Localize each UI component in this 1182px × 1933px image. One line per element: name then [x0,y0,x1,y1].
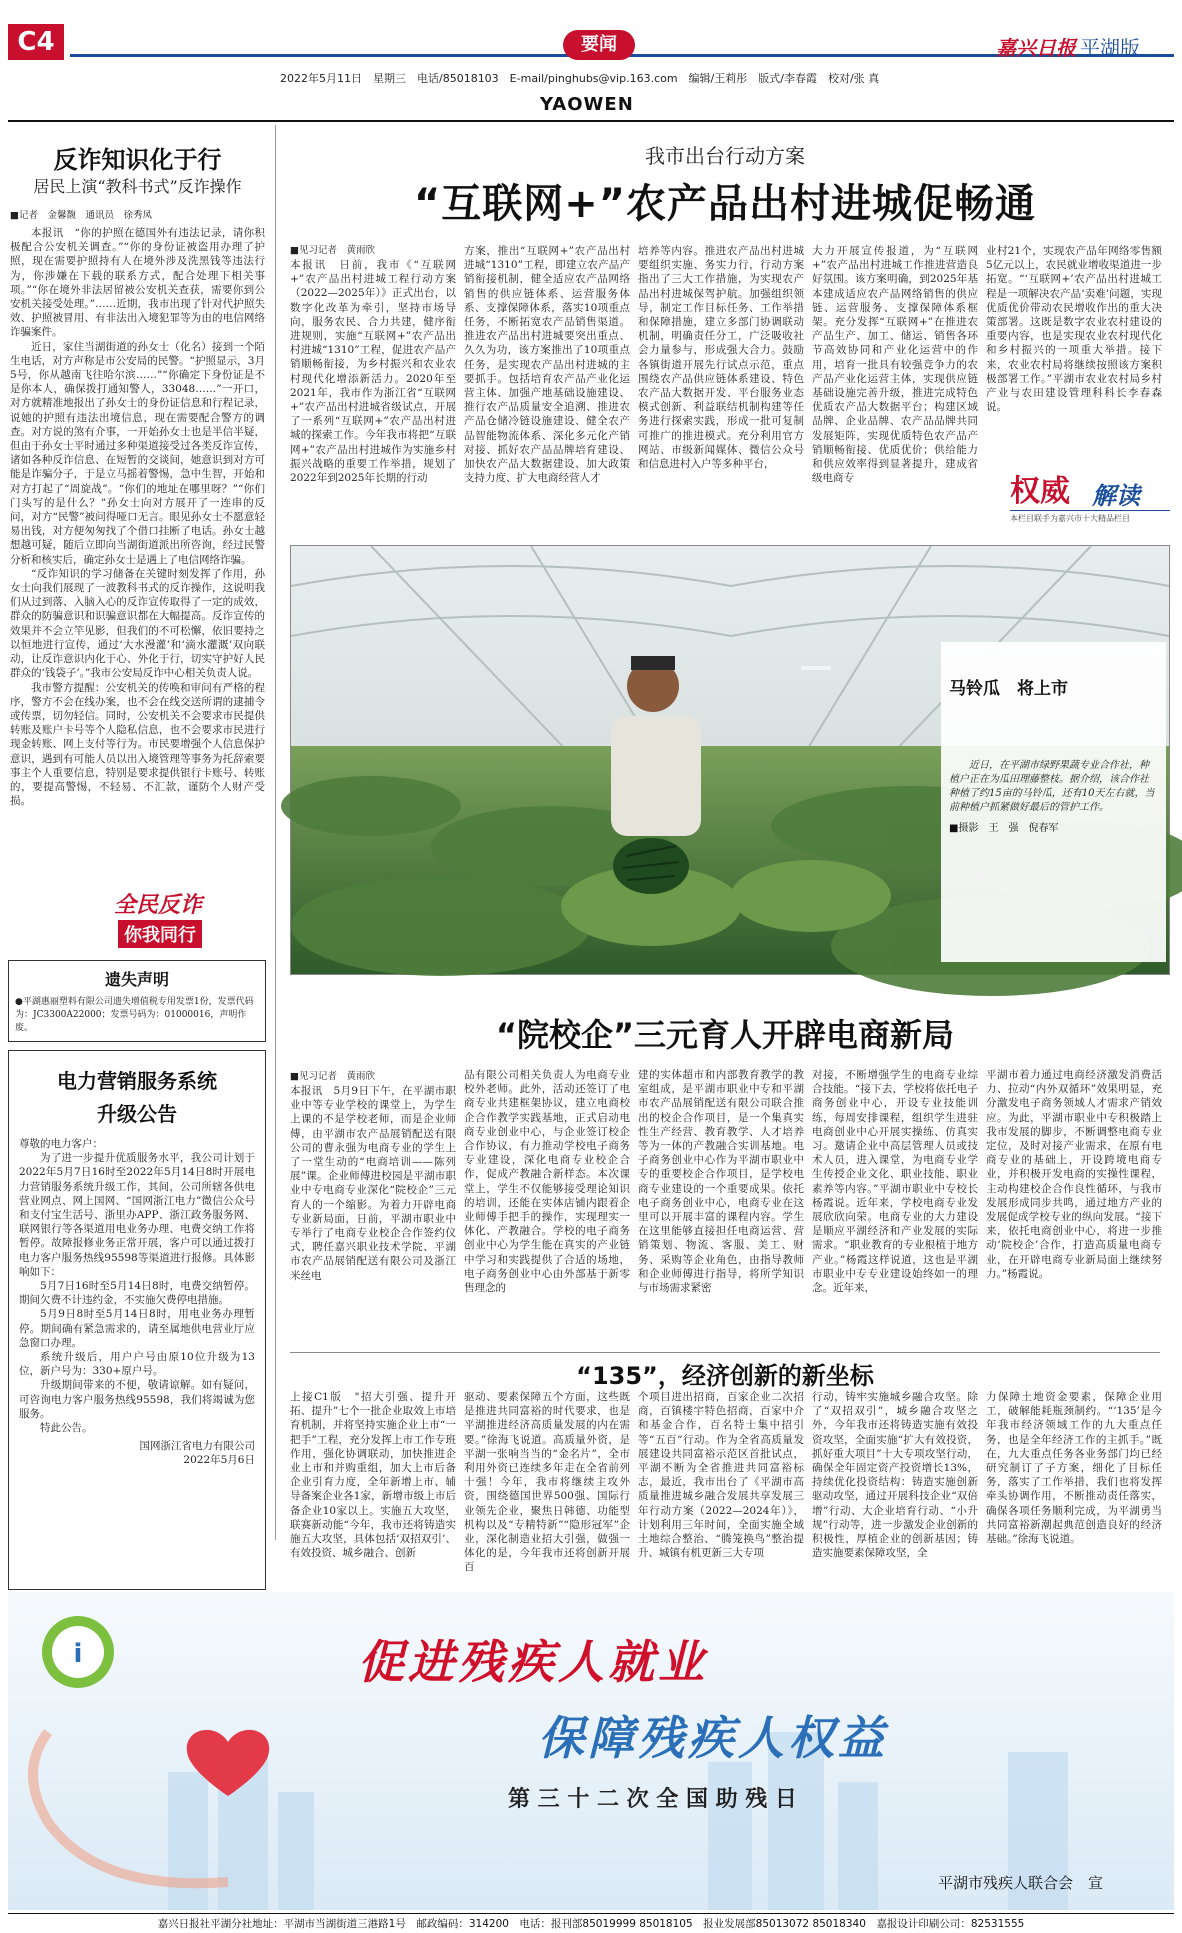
masthead [0,0,1182,115]
left-article-body [10,226,265,948]
main-article-kicker: 我市出台行动方案 [645,144,805,168]
campus-article-col-5: 平湖市着力通过电商经济激发消费活力、拉动“内外双循环”效果明显，充分激发电子商务领域人才需求产销效应。为此，平湖市职业中专积极踏上我市发展的脚步，不断调整电商专业定位，及时对接产业需求，在原有电商专业的基础上，开设跨境电商专业，并积极开发电商的实操性课程，主动构建校企合作良性循环，与我市发展形成同步共鸣，通过地方产业的发展促成学校专业的纵向发展。“接下来，依托电商创业中心，将进一步推动‘院校企’合作，打造高质量电商专业，在开辟电商专业新局面上继续努力。”杨霞说。 [986,1069,1162,1280]
paper-name: 嘉兴日报 [996,36,1076,60]
economy-article-col-3: 个项目进出招商，百家企业二次招商，百镇楼宇特色招商，百家中介和基金合作，百名特士集中招引等“五百”行动。作为全省高质量发展建设共同富裕示范区首批试点，平湖不断为全省推进共同富裕标志，最近，我市出台了《平湖市高质量推进城乡融合发展共享发展三年行动方案（2022—2024年）》，计划利用三年时间，全面实施全域土地综合整治、“腾笼换鸟”整治提升、城镇有机更新三大专项 [638,1391,804,1560]
economy-article-col-4: 行动，铸牢实施城乡融合攻坚。除了“双招双引”，城乡融合攻坚之外，今年我市还将铸造实施有效投资攻坚，全面实施“扩大有效投资，抓好重大项目”十大专项攻坚行动，确保全年固定资产投资增长13%，持续优化投资结构：铸造实施创新驱动攻坚，通过开展科技企业“双倍增”行动、大企业培育行动、“小升规”行动等，进一步激发企业创新的积极性，厚植企业的创新基因；铸造实施要素保障攻坚，全 [812,1391,978,1560]
paragraph: 5月7日16时至5月14日8时，电费交纳暂停。期间欠费不计违约金，不实施欠费停电措施。 [19,1280,255,1307]
power-notice-greeting: 尊敬的电力客户： [19,1138,103,1150]
ad-org: 平湖市残疾人联合会 宣 [938,1874,1104,1892]
anti-fraud-badge-line1: 全民反诈 [114,893,203,918]
left-article-subtitle: 居民上演“教科书式”反诈操作 [33,177,242,196]
anti-fraud-badge-line2: 你我同行 [118,920,202,948]
photo-headline: 马铃瓜 将上市 [949,679,1068,699]
ad-line-3: 第 三 十 二 次 全 国 助 残 日 [508,1786,797,1812]
disability-ad [8,1592,1174,1910]
interpret-badge-left: 权威 [1010,474,1070,509]
footer-rule [8,1913,1174,1914]
masthead-bottom-rule [8,120,1174,122]
paragraph: 5月9日8时至5月14日8时，用电业务办理暂停。期间确有紧急需求的，请至属地供电营业厅应急窗口办理。 [19,1308,255,1349]
svg-text:i: i [73,1639,83,1669]
page-number-badge: C4 [8,24,64,60]
main-article-col-1: 本报讯 日前，我市《“互联网+”农产品出村进城工程行动方案（2022—2025年）》正式出台，以数字化改革为牵引，坚持市场导向，服务农民、合力共建，健序衔进规则，实施“互联网+”农产品出村进城“1310”工程，促进农产品产销顺畅衔接，为乡村振兴和农业农村现代化增添新活力。2020年至2021年，我市作为浙江省“互联网+”农产品出村进城省级试点，开展了一系列“互联网+”农产品出村进城的探索工作。今年我市将把“互联网+”农产品出村进城作为实施乡村振兴战略的重要工作举措，规划了2022年到2025年长期的行动 [290,259,456,485]
economy-article-col-5: 力保障土地资金要素，保障企业用工，破解能耗瓶颈制约。“‘135’是今年我市经济领域工作的九大重点任务，也是全年经济工作的主抓手。”既在，九大重点任务各业务部门均已经研究制订了子方案，细化了目标任务，落实了工作举措，我们也将发挥牵头协调作用，不断推动责任落实，确保各项任务顺利完成，为平湖勇当共同富裕新潮起典范创造良好的经济基础。”徐海飞说道。 [986,1391,1162,1546]
ad-line-1: 促进残疾人就业 [358,1635,708,1689]
left-article-title: 反诈知识化于行 [53,146,222,174]
section-english: YAOWEN [540,94,634,115]
campus-article-byline: ■见习记者 黄雨欣 [290,1071,375,1082]
campus-article-col-3: 建的实体超市和内部教育教学的教室组成，是平湖市职业中专和平湖市农产品展销配送有限公司联合推出的校企合作项目，是一个集真实性生产经营、教育教学、人才培养等为一体的产教融合实训基地。电子商务创业中心作为平湖市职业中专的重要校企合作项目，是学校电商专业建设的一个重要成果。依托电子商务创业中心，电商专业在这里可以开展丰富的课程内容。学生在这里能够直接担任电商运营、营销策划、物流、客服、美工、财务、采购等企业角色，由指导教师和企业师傅进行指导，将所学知识与市场需求紧密 [638,1069,804,1295]
power-notice-body [19,1137,255,1557]
power-notice-date: 2022年5月6日 [183,1454,255,1467]
main-article-col-5: 业村21个，实现农产品年网络零售额5亿元以上，农民就业增收渠道进一步拓宽。“‘互联网+’农产品出村进城工程是一项解决农产品‘卖难’问题，实现优质优价带动农民增收作出的重大决策部署。这既是数字农业农村建设的重要内容，也是实现农业农村现代化和乡村振兴的一项重大举措。接下来，农业农村局将继续按照该方案积极部署工作。”平湖市农业农村局乡村产业与农田建设管理科科长李春森说。 [986,245,1162,414]
campus-article-title: “院校企”三元育人开辟电商新局 [495,1016,955,1054]
power-notice-signature: 国网浙江省电力有限公司 [139,1440,255,1453]
lost-notice-box [8,960,266,1042]
economy-article-col-2: 驱动、要素保障五个方面，这些既是推进共同富裕的时代要求，也是平湖推进经济高质量发展的内在需要。”徐海飞说道。高质量外资，是平湖一张响当当的“金名片”，全市利用外资已连续多年走在全省前列十强！今年，我市将继续主攻外资，围绕德国世界500强、国际行业领先企业，聚焦日韩德、功能型机构以及“专精特新”“隐形冠军”企业，深化制造业招大引强，做强一体化的是，今年我市还将创新开展百 [464,1391,630,1574]
footer-text: 嘉兴日报社平湖分社地址：平湖市当湖街道三港路1号 邮政编码：314200 电话：报刊部85019999 85018105 报业发展部85013072 85018340 嘉报设计印刷公司：82531555 [157,1918,1025,1930]
photo-caption: 近日，在平湖市绿野果蔬专业合作社，种植户正在为瓜田理藤整枝。据介绍，该合作社种植了约15亩的马铃瓜，还有10天左右就，当前种植户抓紧做好最后的管护工作。 [949,760,1155,813]
economy-article-col-1: 上接C1版 "招大引强、提升开拓、提升”七个一批企业取效上市培育机制，并将坚持实施企业上市“一把手”工程，充分发挥上市工作专班作用，强化协调联动，加快推进企业上市和并购重组，加大上市后备企业引育力度，全年新增上市、辅导备案企业各1家，新增市级上市后备企业10家以上。实施五大攻坚，联赛新动能“今年，我市还将铸造实施五大攻坚，具体包括‘双招双引’、有效投资、城乡融合、创新 [290,1391,456,1560]
lost-notice-text: ●平湖惠丽塑料有限公司遗失增值税专用发票1份，发票代码为：JC3300A22000；发票号码为：01000016，声明作废。 [15,997,254,1033]
photo-frame [290,545,1170,975]
interpret-badge-right: 解读 [1092,481,1140,510]
left-article-byline: ■记者 金馨馥 通讯员 徐秀凤 [10,210,152,221]
campus-article-col-1: 本报讯 5月9日下午，在平湖市职业中等专业学校的课堂上，为学生上课的不是学校老师，而是企业师傅，由平湖市农产品展销配送有限公司的曹永强为电商专业的学生上了一堂生动的“电商培训——陈列展”课。企业师傅进校园是平湖市职业中专电商专业深化“院校企”三元育人的一个缩影。为着力开辟电商专业新局面，日前，平湖市职业中专举行了电商专业校企合作签约仪式，聘任嘉兴职业技术学院、平湖市农产品展销配送有限公司及浙江米丝电 [290,1085,456,1282]
main-article-col-4: 大力开展宣传报道，为“互联网+”农产品出村进城工作推进营造良好氛围。该方案明确，到2025年基本建成适应农产品网络销售的供应链、运营服务、支撑保障体系框架。充分发挥“互联网+”在推进农产品生产、加工、储运、销售各环节高效协同和产业化运营中的作用，培育一批具有较强竞争力的农产品产业化运营主体，实现供应链基础设施完善升级，推进完成特色优质农产品大数据平台；构建区域品牌、企业品牌、农产品品牌共同发展矩阵，实现优质特色农产品产销顺畅衔接、优质优价；供给能力和供应效率得到显著提升，建成省级电商专 [812,245,978,485]
campus-article-col-4: 对接，不断增强学生的电商专业综合技能。“接下去，学校将依托电子商务创业中心，开设专业技能训练，每周安排课程，组织学生进驻电商创业中心开展实操练、仿真实习。邀请企业中高层管理人员或技术人员，进入课堂，为电商专业学生传授企业文化、职业技能、职业素养等内容。”平湖市职业中专校长杨霞说。近年来，学校电商专业发展欣欣向荣。电商专业的大力建设是顺应平湖经济和产业发展的实际需求。“职业教育的专业根植于地方产业。”杨霞这样说道，这也是平湖市职业中专专业建设始终如一的理念。近年来， [812,1069,978,1295]
paragraph: 特此公告。 [40,1422,93,1435]
main-article-title: “互联网+”农产品出村进城促畅通 [413,181,1037,227]
campus-article-col-2: 品有限公司相关负责人为电商专业校外老师。此外，活动还签订了电商专业共建框架协议，建立电商校企合作教学实践基地，正式启动电商专业创业中心，与企业签订校企合作协议，有力推动学校电子商务专业建设，深化电商专业校企合作，促成产教融合新样态。本次课堂上，学生不仅能够接受理论知识的培训，还能在实体店铺内跟着企业师傅手把手的操作，实现理实一体化、产教融合。学校的电子商务创业中心为学生能在真实的产业链中学习和实践提供了合适的场地，电子商务创业中心由外部基于新零售理念的 [464,1069,630,1295]
paragraph: 为了进一步提升优质服务水平，我公司计划于2022年5月7日16时至2022年5月14日8时开展电力营销服务系统升级工作，其间，公司所辖各供电营业网点、网上国网、“国网浙江电力”微信公众号和支付宝生活号、浙里办APP、浙江政务服务网、联网银行等各渠道用电业务办理、电费交纳工作将暂停。故障报修业务正常开展，客户可以通过拨打电力客户服务热线95598等渠道进行报修。具体影响如下： [19,1152,255,1278]
anti-fraud-badge [108,888,263,950]
economy-divider [290,1352,1160,1353]
power-notice-title-1: 电力营销服务系统 [57,1069,217,1093]
interpret-badge [1010,466,1170,526]
paragraph: 我市警方提醒：公安机关的传唤和审问有严格的程序，警方不会在线办案，也不会在线交送所谓的逮捕令或传票，切勿轻信。同时，公安机关不会要求市民提供转账及账户卡号等个人隐私信息，也不会要求市民进行现金转账、网上支付等行为。市民要增强个人信息保护意识，遇到有可能人员以出入境管理等事务为托辞索要事主个人重要信息，特别是要求提供银行卡账号、转账的，要提高警惕，不轻易、不汇款，谨防个人财产受损。 [10,681,265,808]
paragraph: 近日，家住当湖街道的孙女士（化名）接到一个陌生电话，对方声称是市公安局的民警。“护照显示，3月5号，你从越南飞往哈尔滨……”“你确定下身份证是不是你本人，确保拨打通知警人，33048……”一开口，对方就精准地报出了孙女士的身份证信息和行程记录，说她的护照有违法出境信息，现在需要配合警方的调查。对方说的煞有介事，一开始孙女士也是半信半疑，但由于孙女士平时通过多种渠道接受过各类反诈宣传，诸如各种反诈信息、在短暂的交谈间，她意识到对方可能是诈骗分子，于是立马摇着警惕，急中生智，开始和对方打起了“周旋战”。“你们的地址在哪里呀？”“你们门头写的是什么？”孙女士向对方展开了一连串的反问，对方“民警”被问得哑口无言。眼见孙女士不愿意轻易出钱，对方便匆匆找了个借口挂断了电话。孙女士越想越可疑，随后立即向当湖街道派出所咨询，经过民警分析和核实后，确定孙女士是遇上了电信网络诈骗。 [10,340,265,566]
power-notice-box [8,1050,266,1590]
paragraph: 本报讯 “你的护照在德国外有违法记录，请你积极配合公安机关调查。”“你的身份证被盗用办理了护照，现在需要护照持有人在境外涉及洗黑钱等违法行为，你涉嫌在下载的联系方式，配合处理下相关事项。”“你在境外非法居留被公安机关查获，需要你到公安机关接受处理。”……近期，我市出现了针对代护照失效、护照被冒用、有非法出入境犯罪等为由的电信网络诈骗案件。 [10,227,265,339]
paragraph: “反诈知识的学习储备在关键时刻发挥了作用，孙女士向我们展现了一波教科书式的反诈操作，这说明我们从过到落、入脑入心的反诈宣传取得了一定的成效，群众的防骗意识和识骗意识都在大幅提高。反诈宣传的效果并不会立竿见影，但我们的不可松懈，依旧要持之以恒地进行宣传，通过‘大水漫灌’和‘滴水灌溉’双向联动，让反诈意识内化于心、外化于行，切实守护好人民群众的‘钱袋子’。”我市公安局反诈中心相关负责人说。 [10,567,265,680]
lost-notice-title: 遗失声明 [104,970,169,989]
main-article-col-2: 方案，推出“互联网+”农产品出村进城“1310”工程，即建立农产品产销衔接机制，健全适应农产品网络销售的供应链体系、运营服务体系、支撑保障体系，落实10项重点任务，不断拓宽农产品销售渠道。推进农产品出村进城要突出重点、久久为功，该方案推出了10项重点任务，是实现农产品出村进城的主要抓手。包括培育农产品产业化运营主体、加强产地基础设施建设、推行农产品质量安全追溯、推进农产品仓储冷链设施建设、健全农产品智能物流体系、深化多元化产销对接、抓好农产品品牌培育建设、加快农产品大数据建设、加大政策支持力度、扩大电商经营人才 [464,245,630,485]
photo-caption-box [941,642,1166,962]
interpret-badge-sub: 本栏目联手为嘉兴市十大精品栏目 [1010,510,1170,524]
main-article-col-3: 培养等内容。推进农产品出村进城要组织实施、务实力行，行动方案指出了三大工作措施，为实现农产品出村进城保驾护航。加强组织领导，制定工作目标任务、工作举措和保障措施，建立多部门协调联动机制，明确责任分工，广泛吸收社会力量参与，形成强大合力。鼓励各镇街道开展先行试点示范，重点围绕农产品供应链体系建设、特色农产品大数据开发、平台服务业态模式创新、利益联结机制构建等任务进行探索实践，形成一批可复制可推广的推进模式。充分利用官方网站、市级新闻媒体、微信公众号和信息进村入户等多种平台， [638,245,804,471]
economy-article-title: “135”，经济创新的新坐标 [576,1362,874,1390]
edition-name: 平湖版 [1080,36,1140,60]
section-seal: 要闻 [563,30,635,60]
ad-line-2: 保障残疾人权益 [538,1711,888,1765]
photo-credit: ■摄影 王 强 倪春军 [949,823,1059,834]
power-notice-title-2: 升级公告 [97,1102,177,1126]
paragraph: 系统升级后，用户户号由原10位升级为13位，新户号为：330+原户号。 [19,1351,255,1378]
left-column-divider [275,125,276,1540]
main-article-byline: ■见习记者 黄雨欣 [290,245,375,256]
paragraph: 升级期间带来的不便，敬请谅解。如有疑问，可咨询电力客户服务热线95598，我们将竭诚为您服务。 [19,1379,255,1420]
masthead-info-line: 2022年5月11日 星期三 电话/85018103 E-mail/pinghubs@vip.163.com 编辑/王莉彤 版式/李春霞 校对/张 真 [280,72,880,85]
